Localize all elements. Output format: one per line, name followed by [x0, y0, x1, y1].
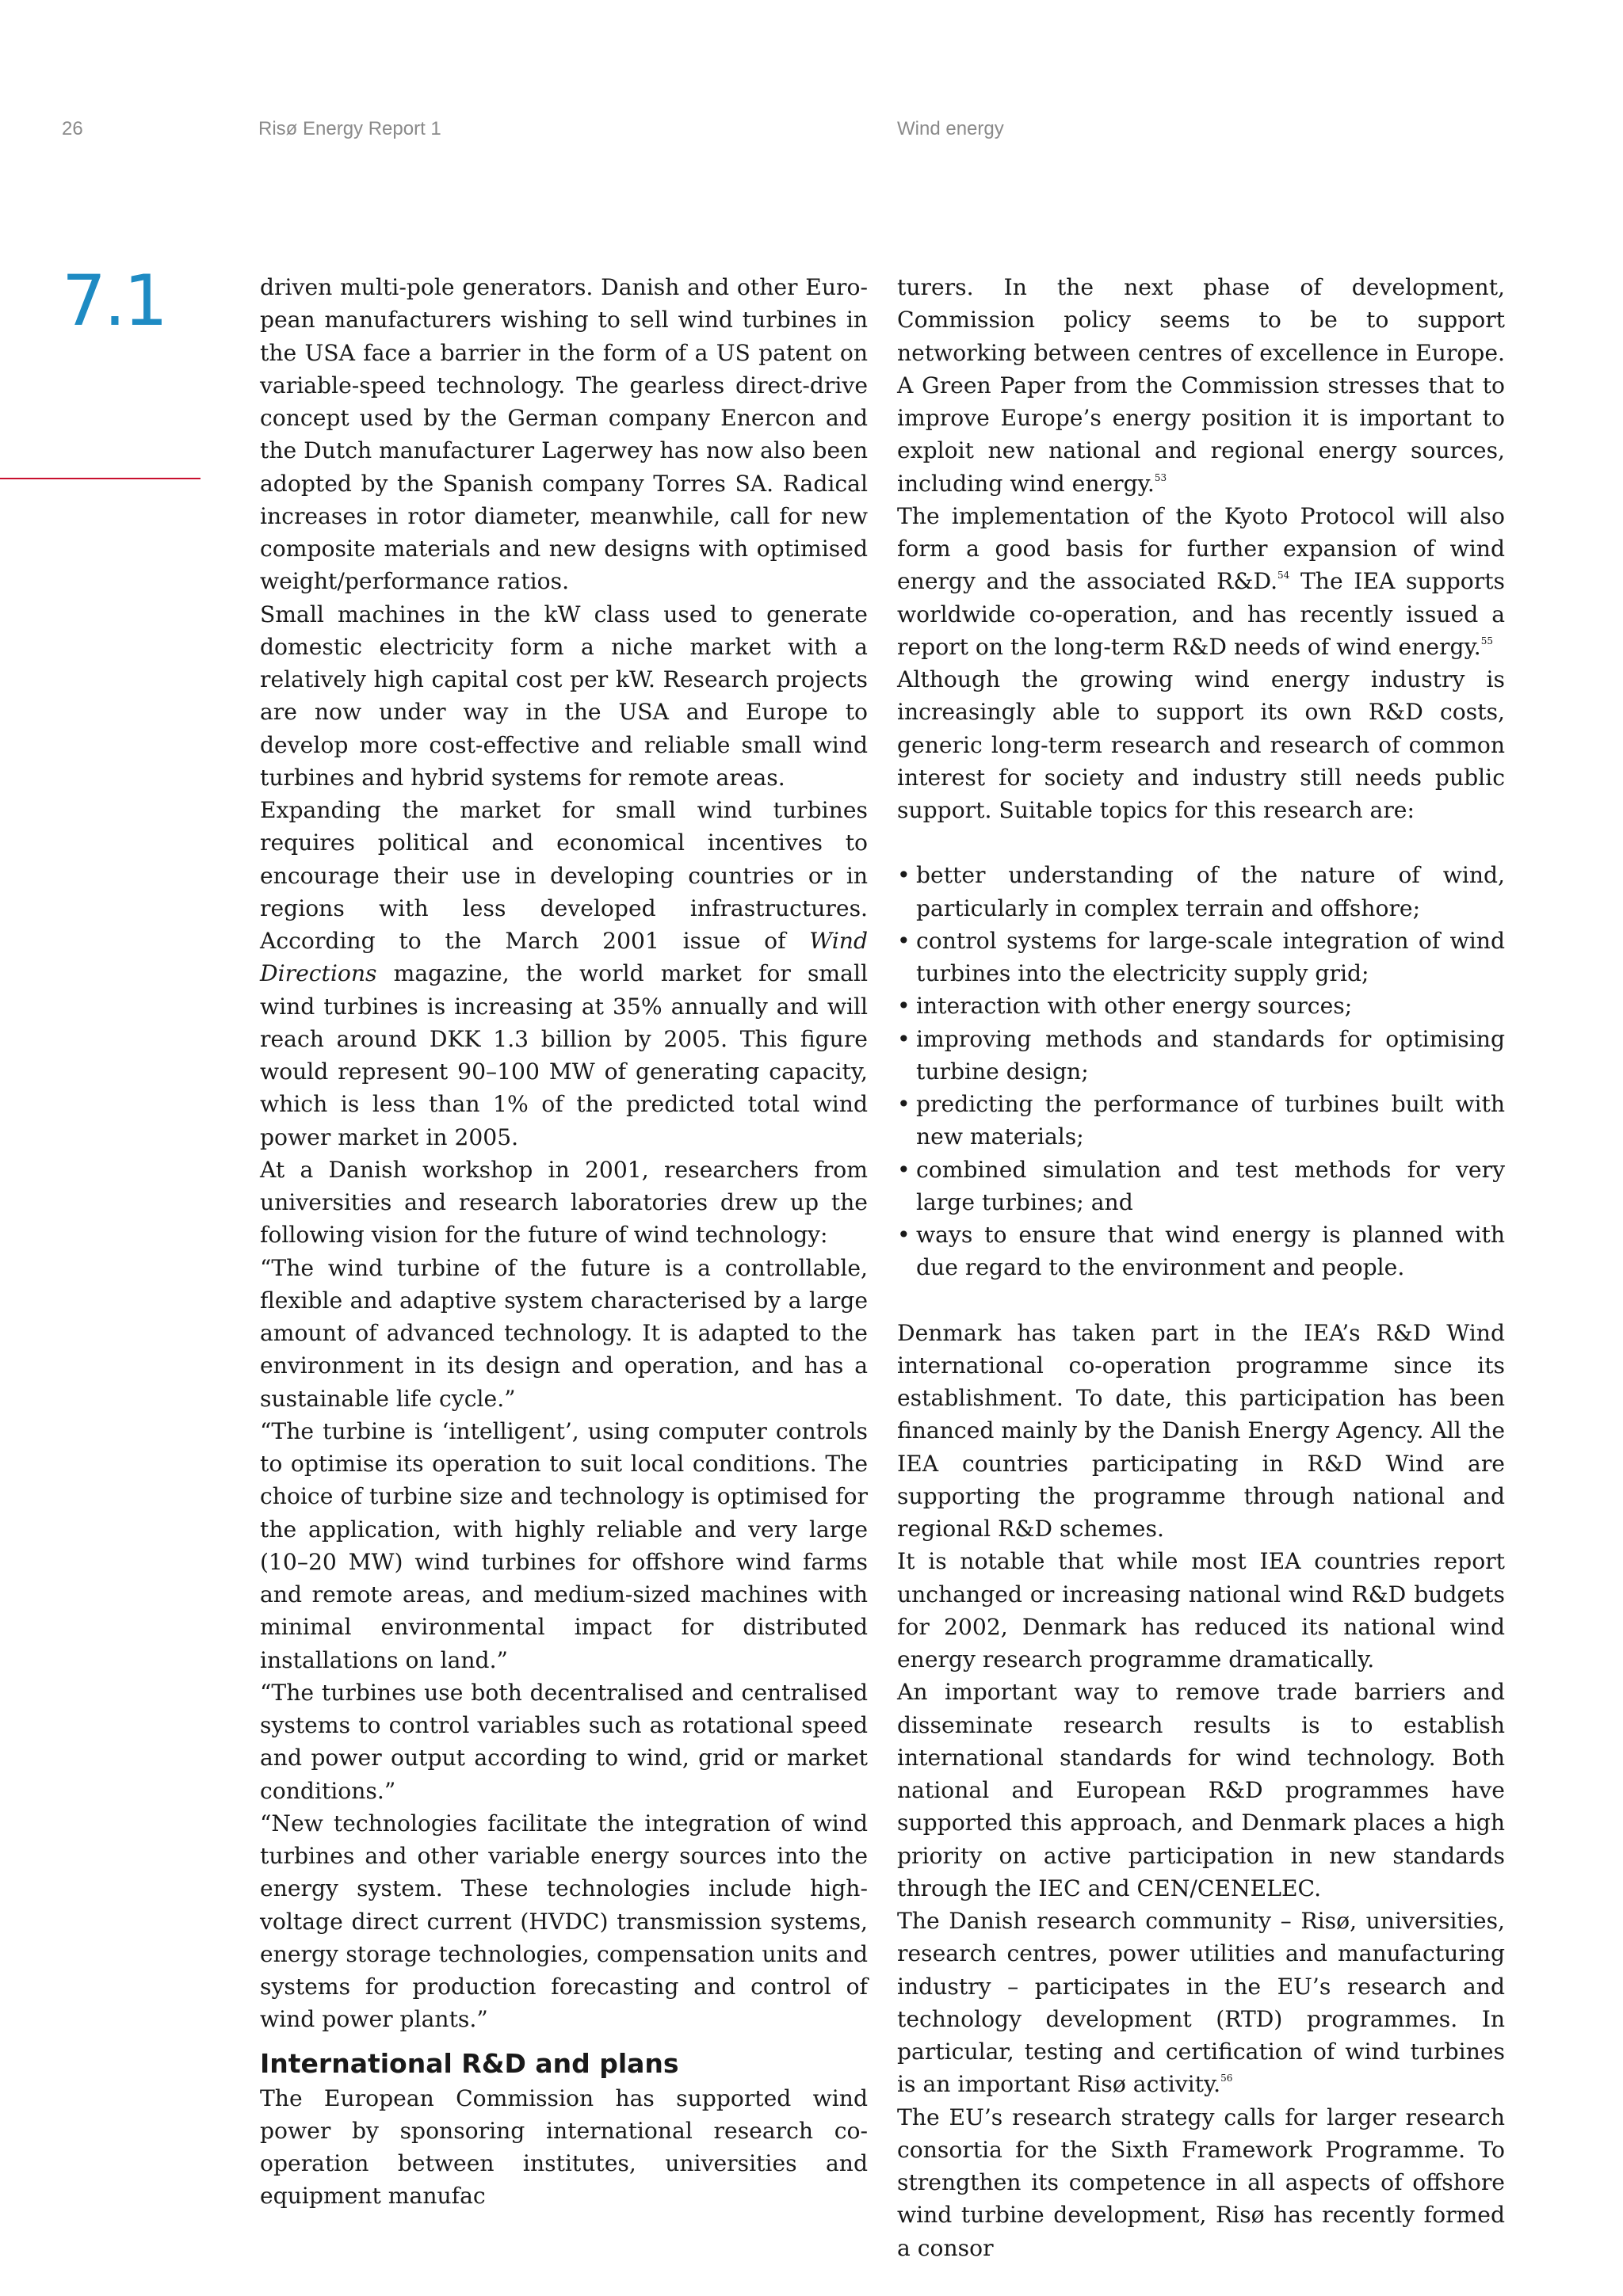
- chapter-number: 7.1: [62, 260, 166, 341]
- list-item: • interaction with other energy sources;: [897, 990, 1505, 1022]
- paragraph: At a Danish workshop in 2001, researchers from universities and research laboratories drew up the following vision for the future of wind technology:: [260, 1156, 868, 1249]
- paragraph: Small machines in the kW class used to generate domestic electricity form a niche market with a relatively high capital cost per kW. Research projects are now under way in the USA and Europe to develop more cost-effective and reliable small wind turbines and hybrid systems for remote areas.: [260, 601, 868, 791]
- left-column: [260, 271, 868, 2213]
- list-item: • ways to ensure that wind energy is planned with due regard to the environment and people.: [897, 1219, 1505, 1284]
- quote: “The turbine is ‘intelligent’, using computer controls to optimise its operation to suit local conditions. The choice of turbine size and technology is optimised for the application, with highly reliable and very large (10–20 MW) wind turbines for offshore wind farms and remote areas, and medium-sized machines with minimal environmental impact for distributed installations on land.”: [260, 1417, 868, 1673]
- paragraph: driven multi-pole generators. Danish and other European manufacturers wishing to sell wind turbines in the USA face a barrier in the form of a US patent on variable-speed technology. The gearless direct-drive concept used by the German company Enercon and the Dutch manufacturer Lagerwey has now also been adopted by the Spanish company Torres SA. Radical increases in rotor diameter, meanwhile, call for new composite materials and new designs with optimised weight/performance ratios.: [260, 274, 868, 595]
- quote: “The turbines use both decentralised and centralised systems to control variables such as rotational speed and power output according to wind, grid or market conditions.”: [260, 1679, 868, 1804]
- footnote-ref: 53: [1154, 471, 1167, 483]
- footnote-ref: 56: [1220, 2073, 1233, 2084]
- list-item: • control systems for large-scale integration of wind turbines into the electricity supply grid;: [897, 925, 1505, 990]
- footnote-ref: 54: [1277, 570, 1290, 582]
- margin-rule: [0, 478, 200, 479]
- paragraph: The Danish research community – Risø, universities, research centres, power utilities and manufacturing industry – participates in the EU’s research and technology development (RTD) programmes. In particular, testing and certification of wind turbines is an important Risø activity.$^{56}$: [897, 1908, 1505, 2098]
- list-item: • better understanding of the nature of wind, particularly in complex terrain and offshore;: [897, 859, 1505, 925]
- list-item: • combined simulation and test methods for very large turbines; and: [897, 1154, 1505, 1219]
- quote: “The wind turbine of the future is a controllable, flexible and adaptive system characterised by a large amount of advanced technology. It is adapted to the environment in its design and operation, and has a sustainable life cycle.”: [260, 1254, 868, 1412]
- paragraph: Expanding the market for small wind turbines requires political and economical incentives to encourage their use in developing countries or in regions with less developed infrastructures. According to the March 2001 issue of Wind Directions magazine, the world market for small wind turbines is increasing at 35% annually and will reach around DKK 1.3 billion by 2005. This figure would represent 90–100 MW of generating capacity, which is less than 1% of the predicted total wind power market in 2005.: [260, 797, 868, 1150]
- paragraph: Denmark has taken part in the IEA’s R&D Wind international co-operation programme since its establishment. To date, this participation has been financed mainly by the Danish Energy Agency. All the IEA countries participating in R&D Wind are supporting the programme through national and regional R&D schemes.: [897, 1319, 1505, 1542]
- paragraph: An important way to remove trade barriers and disseminate research results is to establish international standards for wind technology. Both national and European R&D programmes have supported this approach, and Denmark places a high priority on active participation in new standards through the IEC and CEN/CENELEC.: [897, 1679, 1505, 1901]
- section-heading: International R&D and plans: [260, 2047, 679, 2079]
- running-title: Risø Energy Report 1: [258, 118, 441, 139]
- paragraph: The implementation of the Kyoto Protocol will also form a good basis for further expansion of wind energy and the associated R&D.$^{54}$ The IEA supports worldwide co-operation, and has recently issued a report on the long-term R&D needs of wind energy.$^{55}$: [897, 502, 1505, 660]
- quote: “New technologies facilitate the integration of wind turbines and other variable energy sources into the energy system. These technologies include high-voltage direct current (HVDC) transmission systems, energy storage technologies, compensation units and systems for production forecasting and control of wind power plants.”: [260, 1810, 868, 2033]
- page-number: 26: [62, 118, 83, 139]
- magazine-title: Wind Directions: [260, 928, 868, 987]
- paragraph: The European Commission has supported wind power by sponsoring international research co-operation between institutes, universities and equipment manufac: [260, 2084, 868, 2210]
- section-title: Wind energy: [897, 118, 1004, 139]
- paragraph: turers. In the next phase of development, Commission policy seems to be to support networking between centres of excellence in Europe. A Green Paper from the Commission stresses that to improve Europe’s energy position it is important to exploit new national and regional energy sources, including wind energy.$^{53}$: [897, 274, 1505, 497]
- paragraph: It is notable that while most IEA countries report unchanged or increasing national wind R&D budgets for 2002, Denmark has reduced its national wind energy research programme dramatically.: [897, 1548, 1505, 1672]
- paragraph: Although the growing wind energy industry is increasingly able to support its own R&D costs, generic long-term research and research of common interest for society and industry still needs public support. Suitable topics for this research are:: [897, 666, 1505, 823]
- list-item: • predicting the performance of turbines built with new materials;: [897, 1088, 1505, 1154]
- list-item: • improving methods and standards for optimising turbine design;: [897, 1023, 1505, 1089]
- research-topics-list: [897, 859, 1505, 1283]
- right-column: [897, 271, 1505, 2264]
- footnote-ref: 55: [1480, 635, 1493, 646]
- paragraph: The EU’s research strategy calls for larger research consortia for the Sixth Framework Programme. To strengthen its competence in all aspects of offshore wind turbine development, Risø has recently formed a consor: [897, 2103, 1505, 2261]
